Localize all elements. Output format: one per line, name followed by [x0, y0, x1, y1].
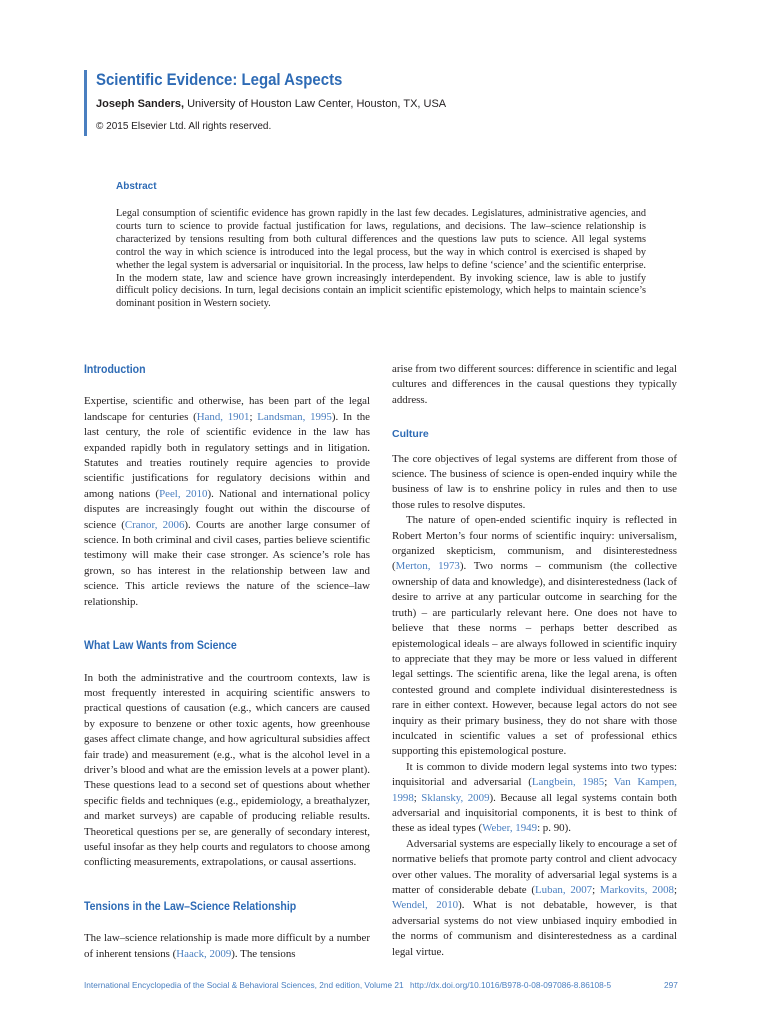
- author-name: Joseph Sanders,: [96, 98, 185, 110]
- paragraph-text: ). Two norms – communism (the collective ownership of data and knowledge), and disinterestedness (lack of desire to arrive at any particular outcome in searching for the truth) – are particularly relevant here. One does not have to believe that these norms – perhaps better described as epistemological ideals – are always followed in scientific inquiry to appreciate that they may be more or less valued in different legal settings. The scientific arena, like the legal arena, is often contested ground and complete individual disinterestedness is rare in either context. However, because legal actors do not see inquiry as their primary business, they do not share with those inculcated in scientific values a set of professional ethics supporting this epistemological posture.: [392, 560, 677, 758]
- abstract-heading: Abstract: [116, 181, 157, 192]
- author-line: [96, 98, 446, 110]
- paragraph-culture-4: [392, 837, 677, 960]
- paragraph-text: The law–science relationship is made more difficult by a number of inherent tensions (: [84, 932, 370, 960]
- section-heading-tensions: Tensions in the Law–Science Relationship: [84, 898, 297, 913]
- citation-link[interactable]: Wendel, 2010: [392, 899, 459, 912]
- paragraph-text: ). National and international policy disputes are increasingly fought out within the discourse of science (: [84, 487, 370, 531]
- paragraph-culture-3: [392, 760, 677, 837]
- paragraph-culture-1: [392, 452, 677, 514]
- citation-link[interactable]: Landsman, 1995: [257, 410, 332, 423]
- paragraph-text: : p. 90).: [537, 822, 571, 835]
- paragraph-tensions: [84, 931, 370, 962]
- paragraph-text: arise from two different sources: difference in scientific and legal cultures and differences in the causal questions they typically address.: [392, 363, 677, 406]
- paragraph-text: Expertise, scientific and otherwise, has been part of the legal landscape for centuries (: [84, 395, 370, 423]
- subsection-heading-culture: Culture: [392, 428, 429, 441]
- citation-link[interactable]: Merton, 1973: [395, 560, 460, 573]
- paragraph-text: ;: [604, 776, 614, 789]
- paragraph-text: ;: [592, 884, 600, 896]
- abstract-text: Legal consumption of scientific evidence has grown rapidly in the last few decades. Legislatures, administrative agencies, and courts turn to science to provide factual justification for laws, regulations, and decisions. The law–science relationship is characterized by tensions resulting from both cultural differences and the questions law puts to science. All legal systems control the way in which science is introduced into the legal process, but the way in which control is exercised is shaped by whether the legal system is adversarial or inquisitorial. In the process, law helps to define ‘science’ and the scientific enterprise. In the modern state, law and science have grown increasingly interdependent. By invoking science, law is able to justify difficult policy decisions. In turn, legal decisions contain an implicit scientific epistemology, which helps to maintain science’s dominant position in Western society.: [116, 208, 646, 310]
- paragraph-continued: [392, 362, 677, 408]
- footer-source: International Encyclopedia of the Social & Behavioral Sciences, 2nd edition, Volume 21: [84, 980, 404, 990]
- paragraph-text: ;: [413, 791, 422, 804]
- left-column: [84, 362, 370, 962]
- citation-link[interactable]: Peel, 2010: [159, 487, 208, 500]
- paragraph-text: ). Because all legal systems contain both adversarial and inquisitorial components, it is best to think of these as ideal types (: [392, 791, 677, 835]
- paragraph-text: ). Courts are another large consumer of science. In both criminal and civil cases, parties believe scientific testimony will make their case stronger. As science’s role has grown, so has interest in the relationship between law and science. This article reviews the nature of the science–law relationship.: [84, 518, 370, 608]
- paragraph-text: ;: [249, 410, 258, 423]
- citation-link[interactable]: Haack, 2009: [176, 947, 232, 960]
- citation-link[interactable]: Weber, 1949: [482, 822, 538, 835]
- citation-link[interactable]: Luban, 2007: [535, 884, 593, 896]
- paragraph-what-law-wants: [84, 671, 370, 871]
- author-affiliation: University of Houston Law Center, Houston, TX, USA: [184, 98, 447, 110]
- paragraph-text: Adversarial systems are especially likely to encourage a set of normative beliefs that promote party control and client advocacy over other values. The morality of adversarial legal systems is a matter of considerable debate (: [392, 837, 677, 896]
- paragraph-text: ). What is not debatable, however, is that adversarial systems do not view unbiased inquiry embodied in the norms of communism and disinterestedness as a cardinal legal virtue.: [392, 899, 678, 958]
- title-accent-bar: [84, 70, 87, 136]
- article-title: Scientific Evidence: Legal Aspects: [96, 70, 343, 89]
- section-heading-introduction: Introduction: [84, 362, 146, 376]
- paragraph-text: ). In the last century, the role of scientific evidence in the law has expanded rapidly both in regulatory settings and in litigation. Statutes and treaties routinely require agencies to provide scientific justifications for regulatory decisions within and among nations (: [84, 410, 371, 500]
- paragraph-text: The nature of open-ended scientific inquiry is reflected in Robert Merton’s four norms of scientific inquiry: universalism, organized skepticism, communism, and disinterestedness (: [392, 514, 677, 573]
- citation-link[interactable]: Sklansky, 2009: [421, 791, 490, 804]
- right-column: [392, 362, 677, 960]
- paragraph-text: ;: [673, 884, 677, 896]
- paragraph-text: ). The tensions: [231, 947, 296, 960]
- footer-page-number: 297: [664, 980, 678, 990]
- paragraph-text: The core objectives of legal systems are different from those of science. The business of science is open-ended inquiry while the business of law is to enshrine policy in rules and then to use those rules to resolve disputes.: [392, 452, 677, 511]
- paragraph-text: In both the administrative and the courtroom contexts, law is most frequently interested in acquiring scientific answers to practical questions of causation (e.g., which cancers are caused by exposure to benzene or other toxic agents, how greenhouse gases affect climate change, and how agricultural subsidies affect fair trade) and measurement (e.g., what is the alcohol level in a driver’s blood and what are the emission levels at a power plant). These questions lead to a second set of questions about whether specific fields and techniques (e.g., epidemiology, a breathalyzer, and market surveys) are capable of producing reliable results. Theoretical questions per se, are generally of secondary interest, useful insofar as they help courts and regulators to choose among conflicting measurements, extrapolations, or causal assertions.: [84, 671, 370, 869]
- section-heading-what-law-wants: What Law Wants from Science: [84, 638, 237, 653]
- citation-link[interactable]: Cranor, 2006: [124, 518, 185, 531]
- paragraph-introduction: [84, 394, 370, 610]
- citation-link[interactable]: Hand, 1901: [196, 410, 250, 423]
- citation-link[interactable]: Van Kampen, 1998: [392, 776, 677, 804]
- citation-link[interactable]: Markovits, 2008: [599, 884, 674, 896]
- copyright-notice: © 2015 Elsevier Ltd. All rights reserved.: [96, 121, 272, 132]
- footer-doi-link[interactable]: http://dx.doi.org/10.1016/B978-0-08-097086-8.86108-5: [410, 980, 612, 990]
- paragraph-text: It is common to divide modern legal systems into two types: inquisitorial and adversarial (: [392, 760, 677, 789]
- citation-link[interactable]: Langbein, 1985: [531, 776, 605, 789]
- paragraph-culture-2: [392, 513, 677, 760]
